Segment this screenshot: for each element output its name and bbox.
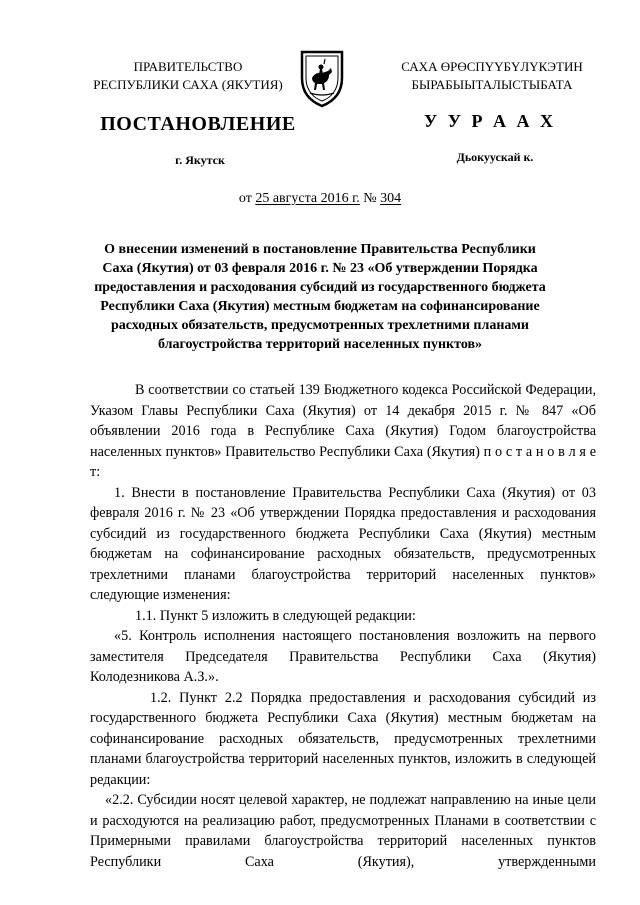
paragraph-item-1-1: 1.1. Пункт 5 изложить в следующей редакции: bbox=[135, 607, 416, 624]
government-line2: РЕСПУБЛИКИ САХА (ЯКУТИЯ) bbox=[93, 77, 283, 92]
paragraph-item-1-2: 1.2. Пункт 2.2 Порядка предоставления и расходования субсидий из государственного бюджета Республики Саха (Якутия) местным бюджетам на софинансирование расходных обязательств, предусмотренных трехлетними планами благоустройства территорий населенных пунктов, изложить в следующей редакции: bbox=[90, 689, 596, 788]
government-name-ru bbox=[88, 58, 288, 94]
date-line bbox=[150, 191, 490, 207]
city-ru: г. Якутск bbox=[175, 153, 225, 167]
government-sakha-line1: САХА ӨРӨСПҮҮБҮЛҮКЭТИН bbox=[401, 59, 583, 74]
document-type-ru: ПОСТАНОВЛЕНИЕ bbox=[100, 113, 296, 135]
document-number: 304 bbox=[380, 191, 402, 206]
document-heading: О внесении изменений в постановление Правительства Республики Саха (Якутия) от 03 февраля 2016 г. № 23 «Об утверждении Порядка предоставления и расходования субсидий из государственного бюджета Республики Саха (Якутия) местным бюджетам на софинансирование расходных обязательств, предусмотренных трехлетними планами благоустройства территорий населенных пунктов» bbox=[94, 242, 546, 352]
paragraph-quote-5: «5. Контроль исполнения настоящего постановления возложить на первого заместителя Председателя Правительства Республики Саха (Якутия) Колодезникова А.З.». bbox=[90, 628, 596, 685]
government-line1: ПРАВИТЕЛЬСТВО bbox=[133, 59, 243, 74]
paragraph-item-1: 1. Внести в постановление Правительства Республики Саха (Якутия) от 03 февраля 2016 г. № 23 «Об утверждении Порядка предоставления и расходования субсидий из государственного бюджета Республики Саха (Якутия) местным бюджетам на софинансирование расходных обязательств, предусмотренных трехлетними планами благоустройства территорий населенных пунктов» следующие изменения: bbox=[90, 484, 596, 603]
date-prefix: от bbox=[238, 191, 256, 206]
document-type-sakha: У У Р А А Х bbox=[424, 111, 556, 131]
city-sakha: Дьокуускай к. bbox=[456, 150, 534, 164]
government-sakha-line2: БЫРАБЫЫТАЛЫСТЫБАТА bbox=[411, 77, 573, 92]
government-name-sakha bbox=[392, 58, 592, 94]
coat-of-arms-emblem bbox=[298, 48, 346, 108]
number-prefix: № bbox=[359, 191, 381, 206]
paragraph-quote-2-2: «2.2. Субсидии носят целевой характер, не подлежат направлению на иные цели и расходуются на реализацию работ, предусмотренных Планами в соответствии с Примерными правилами благоустройства территорий населенных пунктов Республики Саха (Якутия), утвержденными bbox=[90, 792, 596, 870]
document-body bbox=[90, 380, 596, 872]
document-date: 25 августа 2016 г. bbox=[255, 191, 360, 206]
paragraph-preamble: В соответствии со статьей 139 Бюджетного кодекса Российской Федерации, Указом Главы Республики Саха (Якутия) от 14 декабря 2015 г. № 847 «Об объявлении 2016 года в Республике Саха (Якутия) Годом благоустройства населенных пунктов» Правительство Республики Саха (Якутия) п о с т а н о в л я е т: bbox=[90, 382, 596, 480]
